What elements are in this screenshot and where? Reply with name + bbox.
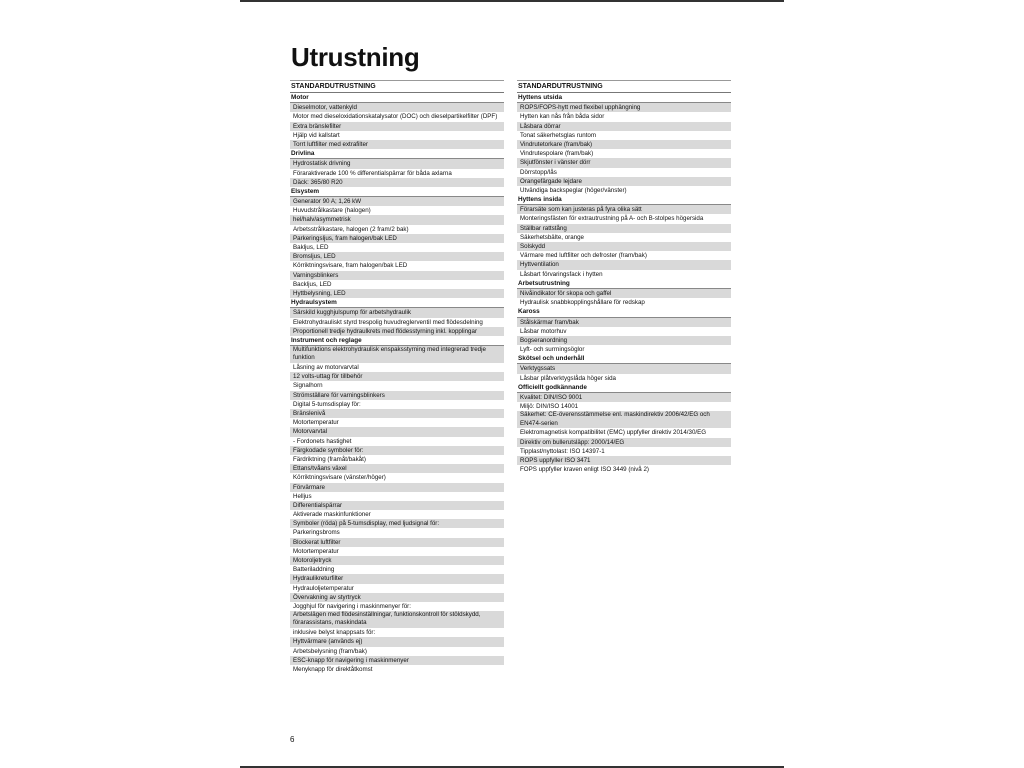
equipment-item: Värmare med luftfilter och defroster (fram/bak) (520, 252, 647, 260)
equipment-item: Motor med dieseloxidationskatalysator (DOC) och dieselpartikelfilter (DPF) (293, 113, 498, 121)
equipment-item: Körriktningsvisare (vänster/höger) (293, 474, 386, 482)
equipment-item: - Fordonets hastighet (293, 437, 352, 445)
equipment-item: Elektromagnetisk kompatibilitet (EMC) uppfyller direktiv 2014/30/EG (520, 429, 707, 437)
equipment-item: Motortemperatur (293, 547, 339, 555)
equipment-item: Symboler (röda) på 5-tumsdisplay, med ljudsignal för: (290, 519, 504, 528)
equipment-item: Arbetsbelysning (fram/bak) (293, 647, 367, 655)
section-heading: Hydraulsystem (290, 298, 504, 308)
section-heading: Kaross (517, 307, 731, 317)
page-number: 6 (290, 735, 295, 744)
equipment-item: ROPS uppfyller ISO 3471 (517, 456, 731, 465)
equipment-item: Differentialspärrar (290, 501, 504, 510)
equipment-item: Skjutfönster i vänster dörr (517, 158, 731, 167)
equipment-item: Monteringsfästen för extrautrustning på A- och B-stolpes högersida (520, 215, 704, 223)
equipment-item: Verktygssats (517, 364, 731, 373)
equipment-item: Låsbar motorhuv (520, 327, 567, 335)
equipment-item: Hyttvärmare (används ej) (290, 637, 504, 646)
equipment-item: FOPS uppfyller kraven enligt ISO 3449 (nivå 2) (520, 466, 649, 474)
top-rule (240, 0, 784, 2)
equipment-item: Ställbar rattstång (517, 224, 731, 233)
equipment-item: Parkeringsbroms (293, 529, 340, 537)
equipment-item: Färdriktning (framåt/bakåt) (293, 455, 366, 463)
column-header: STANDARDUTRUSTNING (517, 80, 731, 93)
equipment-item: inklusive belyst knappsats för: (293, 629, 376, 637)
equipment-item: Hydraulikreturfilter (290, 574, 504, 583)
equipment-item: Parkeringsljus, fram halogen/bak LED (290, 234, 504, 243)
equipment-item: Hydrostatisk drivning (290, 159, 504, 168)
equipment-item: Arbetslägen med flödesinställningar, funktionskontroll för stöldskydd, förarassistans, maskindata (290, 611, 504, 628)
equipment-item: Proportionell tredje hydraulkrets med flödesstyrning inkl. kopplingar (290, 327, 504, 336)
equipment-item: 12 volts-uttag för tillbehör (290, 372, 504, 381)
equipment-item: Hyttbelysning, LED (290, 289, 504, 298)
equipment-item: Stålskärmar fram/bak (517, 318, 731, 327)
equipment-item: Dieselmotor, vattenkyld (290, 103, 504, 112)
equipment-item: Lyft- och surrningsöglor (520, 346, 585, 354)
equipment-item: Strömställare för varningsblinkers (290, 391, 504, 400)
equipment-item: Färgkodade symboler för: (290, 446, 504, 455)
equipment-item: Aktiverade maskinfunktioner (293, 511, 371, 519)
equipment-item: Orangefärgade lejdare (517, 177, 731, 186)
left-equipment-column (290, 80, 504, 674)
equipment-item: Hytten kan nås från båda sidor (520, 113, 605, 121)
equipment-item: Batteriladdning (293, 566, 335, 574)
equipment-item: Förvärmare (290, 483, 504, 492)
equipment-item: Multifunktions elektrohydraulisk enspaksstyrning med integrerad tredje funktion (290, 346, 504, 363)
equipment-item: Extra bränslefilter (290, 122, 504, 131)
equipment-item: Bogseranordning (517, 336, 731, 345)
equipment-item: Tonat säkerhetsglas runtom (520, 131, 597, 139)
equipment-item: ESC-knapp för navigering i maskinmenyer (290, 656, 504, 665)
equipment-item: Ettans/tvåans växel (290, 464, 504, 473)
equipment-item: Jogghjul för navigering i maskinmenyer för: (293, 602, 411, 610)
equipment-item: Arbetsstrålkastare, halogen (2 fram/2 bak) (293, 225, 409, 233)
equipment-item: Signalhorn (293, 382, 323, 390)
section-heading: Officiellt godkännande (517, 383, 731, 393)
equipment-item: ROPS/FOPS-hytt med flexibel upphängning (517, 103, 731, 112)
equipment-item: Generator 90 A; 1,26 kW (290, 197, 504, 206)
equipment-item: Nivåindikator för skopa och gaffel (517, 289, 731, 298)
equipment-item: Elektrohydrauliskt styrd trespolig huvudreglerventil med flödesdelning (293, 318, 483, 326)
equipment-item: Särskild kugghjulspump för arbetshydraulik (290, 308, 504, 317)
equipment-item: Kvalitet: DIN/ISO 9001 (517, 393, 731, 402)
equipment-item: Låsbart förvaringsfack i hytten (520, 270, 603, 278)
section-heading: Hyttens utsida (517, 93, 731, 103)
equipment-item: Hyttventilation (517, 260, 731, 269)
equipment-item: Låsbar plåtverktygslåda höger sida (520, 374, 616, 382)
equipment-item: Dörrstopp/lås (520, 168, 557, 176)
equipment-item: Huvudstrålkastare (halogen) (293, 207, 371, 215)
section-heading: Arbetsutrustning (517, 279, 731, 289)
page-title: Utrustning (291, 42, 420, 72)
equipment-item: Bromsljus, LED (290, 252, 504, 261)
equipment-item: Backljus, LED (293, 280, 332, 288)
column-header: STANDARDUTRUSTNING (290, 80, 504, 93)
equipment-item: Hjälp vid kallstart (293, 131, 340, 139)
equipment-item: Vindrutespolare (fram/bak) (520, 150, 594, 158)
equipment-item: hel/halv/asymmetrisk (290, 215, 504, 224)
equipment-item: Blockerat luftfilter (290, 538, 504, 547)
equipment-item: Hydraulisk snabbkopplingshållare för redskap (520, 299, 645, 307)
equipment-item: Bakljus, LED (293, 244, 329, 251)
equipment-item: Motortemperatur (293, 419, 339, 427)
equipment-item: Torrt luftfilter med extrafilter (290, 140, 504, 149)
equipment-item: Varningsblinkers (290, 271, 504, 280)
section-heading: Instrument och reglage (290, 336, 504, 346)
equipment-item: Föraraktiverade 100 % differentialspärrar för båda axlarna (293, 169, 452, 177)
equipment-item: Hydrauloljetemperatur (293, 584, 354, 592)
equipment-item: Utvändiga backspeglar (höger/vänster) (520, 186, 627, 194)
equipment-item: Låsning av motorvarvtal (293, 364, 359, 372)
equipment-item: Vindrutetorkare (fram/bak) (517, 140, 731, 149)
equipment-item: Förarsäte som kan justeras på fyra olika sätt (517, 205, 731, 214)
equipment-item: Tipplast/nyttolast: ISO 14397-1 (520, 447, 605, 455)
section-heading: Motor (290, 93, 504, 103)
equipment-item: Bränslenivå (290, 409, 504, 418)
equipment-item: Helljus (293, 492, 312, 500)
equipment-item: Körriktningsvisare, fram halogen/bak LED (293, 262, 408, 270)
equipment-item: Digital 5-tumsdisplay för: (293, 400, 361, 408)
equipment-item: Solskydd (517, 242, 731, 251)
equipment-item: Säkerhet: CE-överensstämmelse enl. maskindirektiv 2006/42/EG och EN474-serien (517, 411, 731, 428)
section-heading: Hyttens insida (517, 195, 731, 205)
equipment-item: Direktiv om bullerutsläpp: 2000/14/EG (517, 438, 731, 447)
equipment-item: Låsbara dörrar (517, 122, 731, 131)
section-heading: Drivlina (290, 149, 504, 159)
equipment-item: Säkerhetsbälte, orange (520, 233, 584, 241)
right-equipment-column (517, 80, 731, 474)
equipment-item: Menyknapp för direktåtkomst (293, 665, 373, 673)
equipment-item: Däck: 365/80 R20 (290, 178, 504, 187)
equipment-item: Miljö: DIN/ISO 14001 (520, 403, 579, 411)
section-heading: Elsystem (290, 187, 504, 197)
equipment-item: Övervakning av styrtryck (290, 593, 504, 602)
section-heading: Skötsel och underhåll (517, 354, 731, 364)
equipment-item: Motorvarvtal (290, 427, 504, 436)
equipment-item: Motoroljetryck (290, 556, 504, 565)
